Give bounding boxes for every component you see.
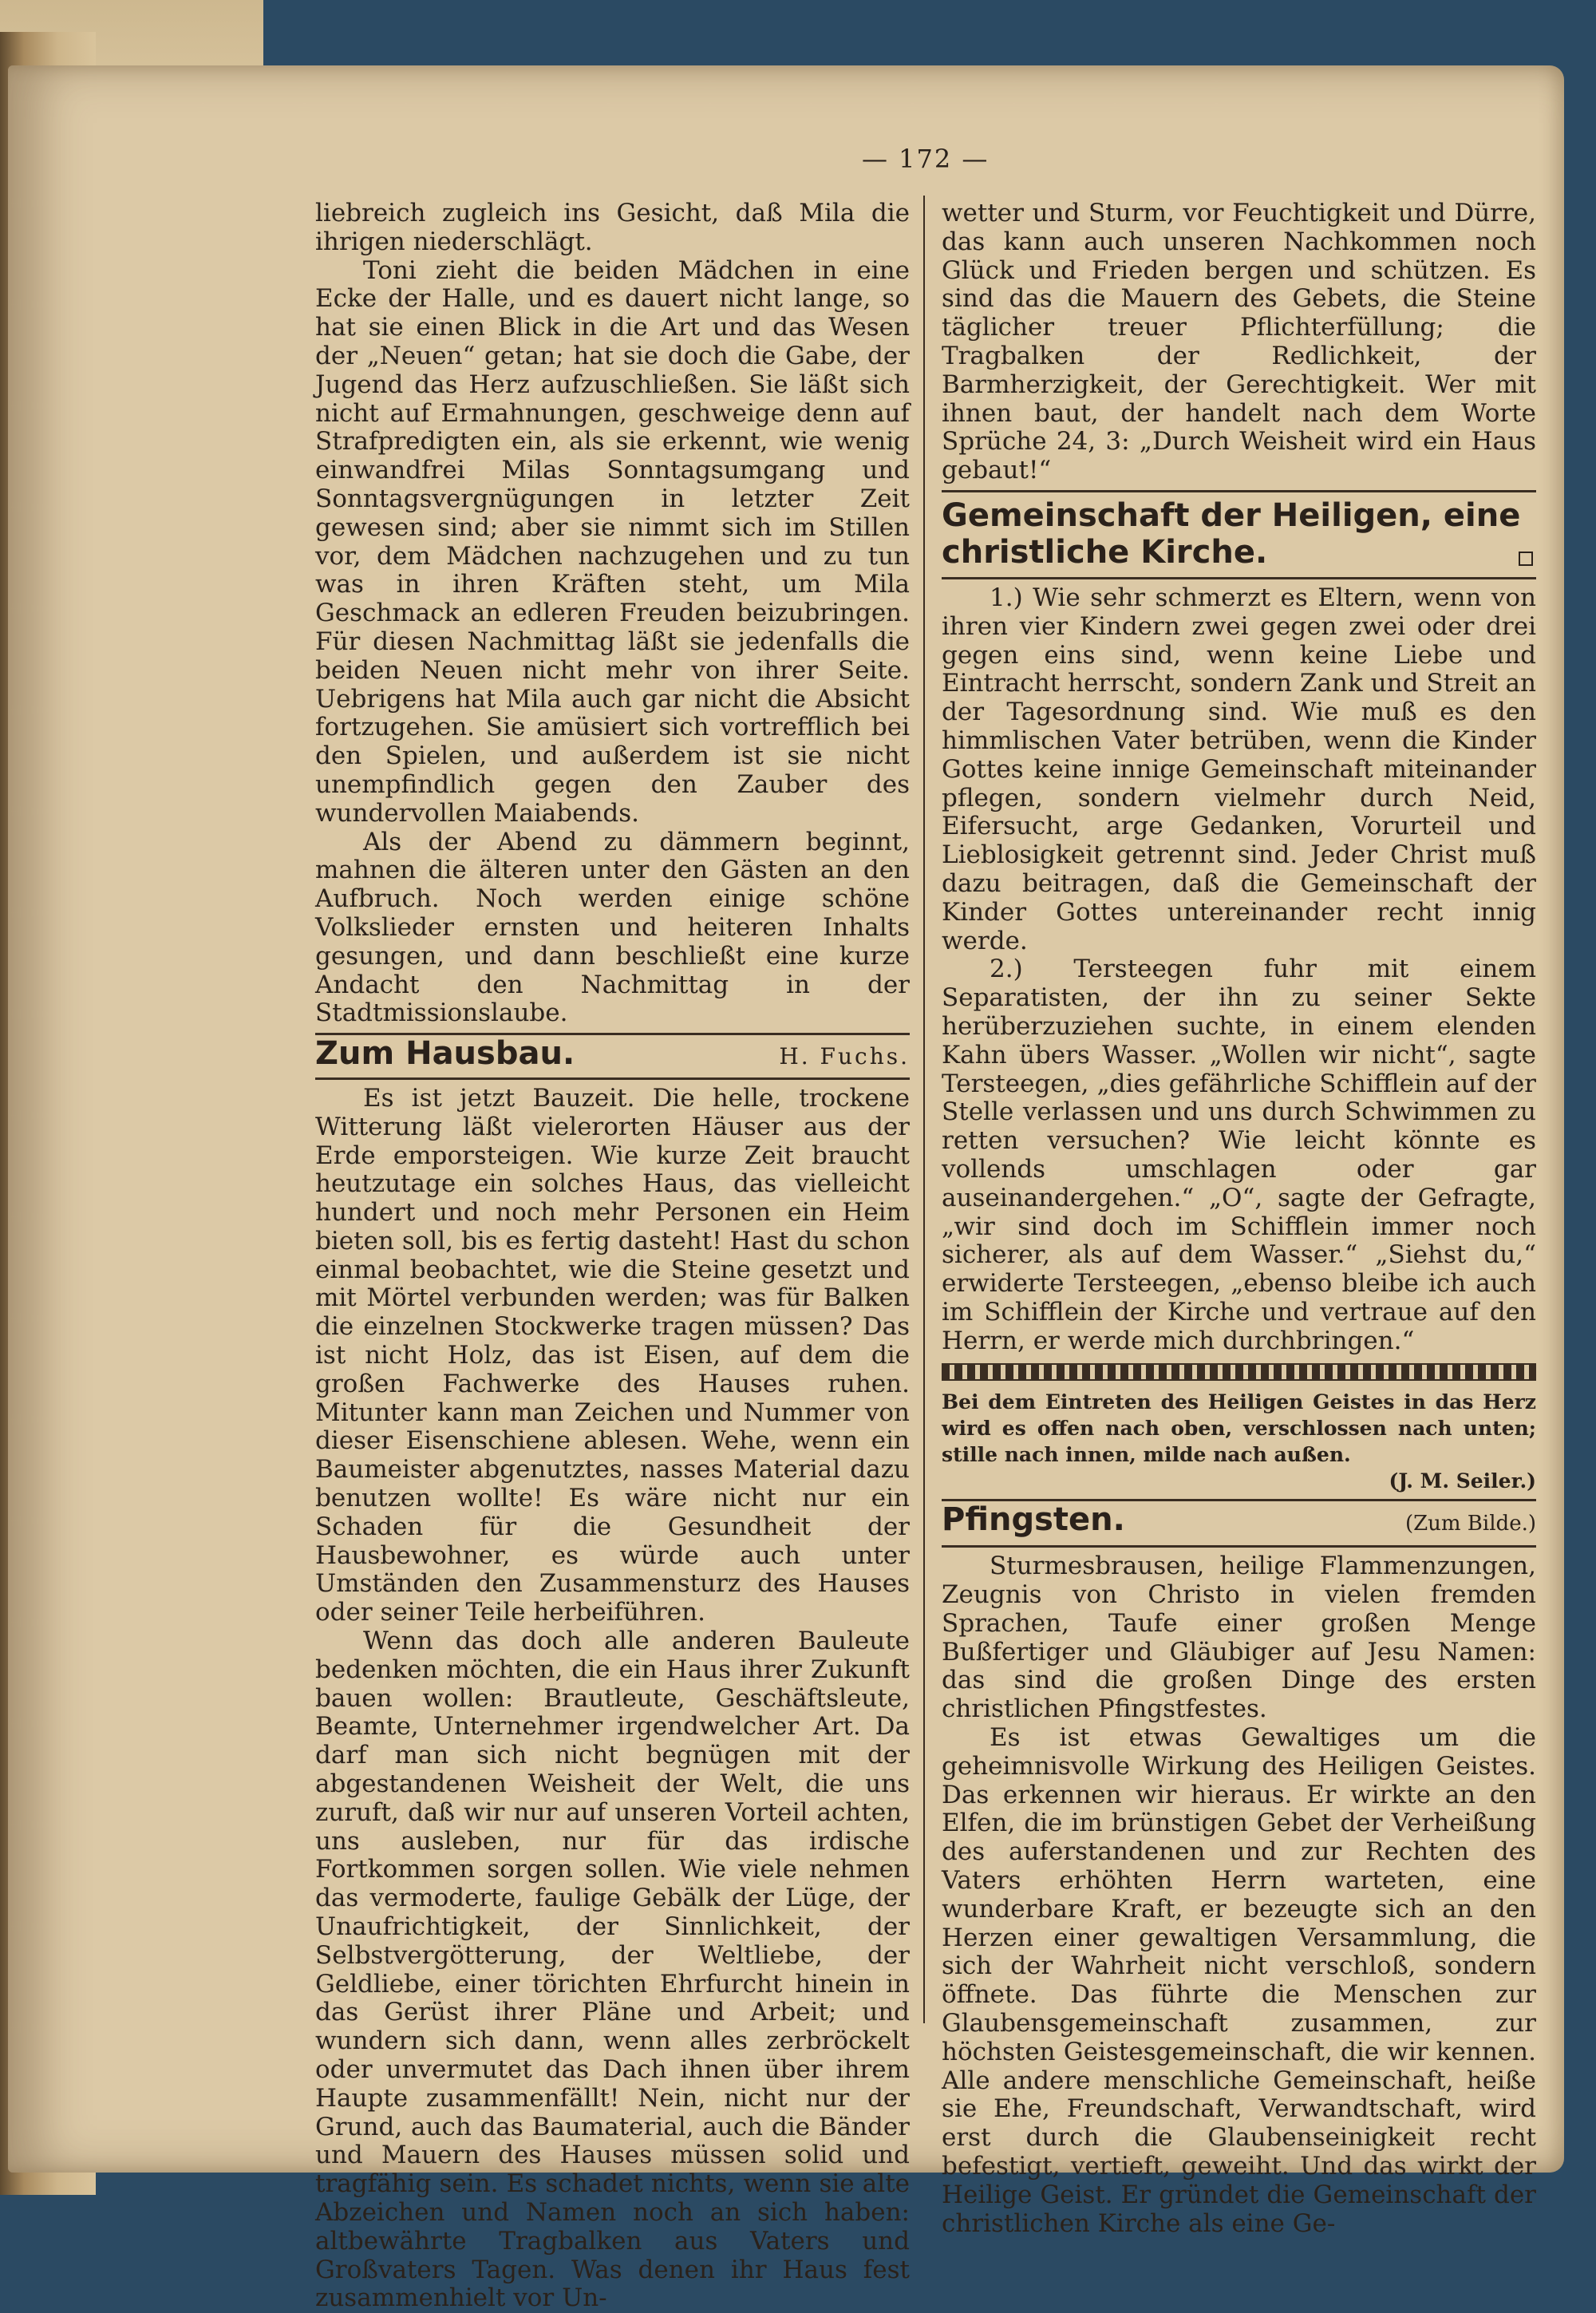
story-paragraph: Als der Abend zu dämmern beginnt, mahnen die älteren unter den Gästen an den Aufbruch. Noch werden einige schöne Volkslieder ernsten und heiteren Inhalts gesungen, und dann beschließt eine kurze Andacht den Nachmittag in der Stadtmissionslaube. [315,827,910,1028]
left-column [315,200,910,2313]
article-title: Gemeinschaft der Heiligen, eine christliche Kirche. [942,496,1521,571]
article-paragraph: 2.) Tersteegen fuhr mit einem Separatisten, der ihn zu seiner Sekte herüberzuziehen suchte, in einem elenden Kahn übers Wasser. „Wollen wir nicht“, sagte Tersteegen, „dies gefährliche Schifflein auf der Stelle verlassen und uns durch Schwimmen zu retten versuchen? Wie leicht könnte es vollends umschlagen oder gar auseinandergehen.“ „O“, sagte der Gefragte, „wir sind doch im Schifflein immer noch sicherer, als auf dem Wasser.“ „Siehst du,“ erwiderte Tersteegen, „ebenso bleibe ich auch im Schifflein der Kirche und vertraue auf den Herrn, er werde mich durchbringen.“ [942,955,1536,1355]
quote-author: (J. M. Seiler.) [1389,1469,1536,1493]
article-paragraph: Wenn das doch alle anderen Bauleute bedenken möchten, die ein Haus ihrer Zukunft bauen wollen: Brautleute, Geschäftsleute, Beamte, Unternehmer irgendwelcher Art. Da darf man sich nicht begnügen mit der abgestandenen Weisheit der Welt, die uns zuruft, daß wir nur auf unseren Vorteil achten, uns ausleben, nur für das irdische Fortkommen sorgen sollen. Wie viele nehmen das vermoderte, faulige Gebälk der Lüge, der Unaufrichtigkeit, der Sinnlichkeit, der Selbstvergötterung, der Weltliebe, der Geldliebe, einer törichten Ehrfurcht hinein in das Gerüst ihrer Pläne und Arbeit; und wundern sich dann, wenn alles zerbröckelt oder unvermutet das Dach ihnen über ihrem Haupte zusammenfällt! Nein, nicht nur der Grund, auch das Baumaterial, auch die Bänder und Mauern des Hauses müssen solid und tragfähig sein. Es schadet nichts, wenn sie alte Abzeichen und Namen noch an sich haben: altbewährte Tragbalken aus Vaters und Großvaters Tagen. Was denen ihr Haus fest zusammenhielt vor Un- [315,1627,910,2313]
article-paragraph: Es ist jetzt Bauzeit. Die helle, trockene Witterung läßt vielerorten Häuser aus der Erde emporsteigen. Wie kurze Zeit braucht heutzutage ein solches Haus, das vielleicht hundert und noch mehr Personen ein Heim bieten soll, bis es fertig dasteht! Hast du schon einmal beobachtet, wie die Steine gesetzt und mit Mörtel verbunden werden; was für Balken die einzelnen Stockwerke tragen müssen? Das ist nicht Holz, das ist Eisen, auf dem die großen Fachwerke des Hauses ruhen. Mitunter kann man Zeichen und Nummer von dieser Eisenschiene ablesen. Wehe, wenn ein Baumeister abgenutztes, nasses Material dazu benutzen wollte! Es wäre nicht nur ein Schaden für die Gesundheit der Hausbewohner, es würde auch unter Umständen den Zusammensturz des Hauses oder seiner Teile herbeiführen. [315,1083,910,1627]
right-column [942,200,1536,2238]
section-rule [315,1077,910,1080]
section-rule [942,577,1536,579]
article-title: Zum Hausbau. [315,1035,575,1073]
continued-paragraph: wetter und Sturm, vor Feuchtigkeit und Dürre, das kann auch unseren Nachkommen noch Glück und Frieden bergen und schützen. Es sind das die Mauern des Gebets, die Steine täglicher treuer Pflichterfüllung; die Tragbalken der Redlichkeit, der Barmherzigkeit, der Gerechtigkeit. Wer mit ihnen baut, der handelt nach dem Worte Sprüche 24, 3: „Durch Weisheit wird ein Haus gebaut!“ [942,199,1536,485]
column-divider [923,196,925,2023]
article-title: Pfingsten. [942,1501,1125,1539]
quote-text: Bei dem Eintreten des Heiligen Geistes in das Herz wird es offen nach oben, verschlossen nach unten; stille nach innen, milde nach außen. [942,1390,1536,1467]
square-ornament-icon [1519,552,1533,566]
article-heading-pfingsten [942,1501,1536,1539]
page-number: — 172 — [862,144,990,174]
article-author: H. Fuchs. [779,1043,910,1070]
quote-block [942,1389,1536,1494]
continued-paragraph: liebreich zugleich ins Gesicht, daß Mila die ihrigen niederschlägt. [315,199,910,256]
article-paragraph: Sturmesbrausen, heilige Flammenzungen, Zeugnis von Christo in vielen fremden Sprachen, Taufe einer großen Menge Bußfertiger und Gläubiger auf Jesu Namen: das sind die großen Dinge des ersten christlichen Pfingstfestes. [942,1552,1536,1724]
article-heading-hausbau [315,1035,910,1073]
section-rule [942,490,1536,492]
article-note: (Zum Bilde.) [1404,1512,1536,1536]
article-paragraph: 1.) Wie sehr schmerzt es Eltern, wenn von ihren vier Kindern zwei gegen zwei oder drei gegen eins sind, wenn keine Liebe und Eintracht herrscht, sondern Zank und Streit an der Tagesordnung sind. Wie muß es den himmlischen Vater betrüben, wenn die Kinder Gottes keine innige Gemeinschaft miteinander pflegen, sondern vielmehr durch Neid, Eifersucht, arge Gedanken, Vorurteil und Lieblosigkeit getrennt sind. Jeder Christ muß dazu beitragen, daß die Gemeinschaft der Kinder Gottes untereinander recht innig werde. [942,583,1536,955]
section-rule [942,1545,1536,1548]
article-heading-gemeinschaft [942,497,1536,571]
story-paragraph: Toni zieht die beiden Mädchen in eine Ecke der Halle, und es dauert nicht lange, so hat sie einen Blick in die Art und das Wesen der „Neuen“ getan; hat sie doch die Gabe, der Jugend das Herz aufzuschließen. Sie läßt sich nicht auf Ermahnungen, geschweige denn auf Strafpredigten ein, als sie erkennt, wie wenig einwandfrei Milas Sonntagsumgang und Sonntagsvergnügungen in letzter Zeit gewesen sind; aber sie nimmt sich im Stillen vor, dem Mädchen nachzugehen und zu tun was in ihren Kräften steht, um Mila Geschmack an edleren Freuden beizubringen. Für diesen Nachmittag läßt sie jedenfalls die beiden Neuen nicht mehr von ihrer Seite. Uebrigens hat Mila auch gar nicht die Absicht fortzugehen. Sie amüsiert sich vortrefflich bei den Spielen, und außerdem ist sie nicht unempfindlich gegen den Zauber des wundervollen Maiabends. [315,255,910,828]
article-paragraph: Es ist etwas Gewaltiges um die geheimnisvolle Wirkung des Heiligen Geistes. Das erkennen wir hieraus. Er wirkte an den Elfen, die im brünstigen Gebet der Verheißung des auferstandenen und zur Rechten des Vaters erhöhten Herrn warteten, eine wunderbare Kraft, er bezeugte sich an den Herzen einer gewaltigen Versammlung, die sich der Wahrheit nicht verschloß, sondern öffnete. Das führte die Menschen zur Glaubensgemeinschaft zusammen, zur höchsten Geistesgemeinschaft, die wir kennen. Alle andere menschliche Gemeinschaft, heiße sie Ehe, Freundschaft, Verwandtschaft, wird erst durch die Glaubenseinigkeit recht befestigt, vertieft, geweiht. Und das wirkt der Heilige Geist. Er gründet die Gemeinschaft der christlichen Kirche als eine Ge- [942,1723,1536,2238]
ornamental-border [942,1363,1536,1381]
